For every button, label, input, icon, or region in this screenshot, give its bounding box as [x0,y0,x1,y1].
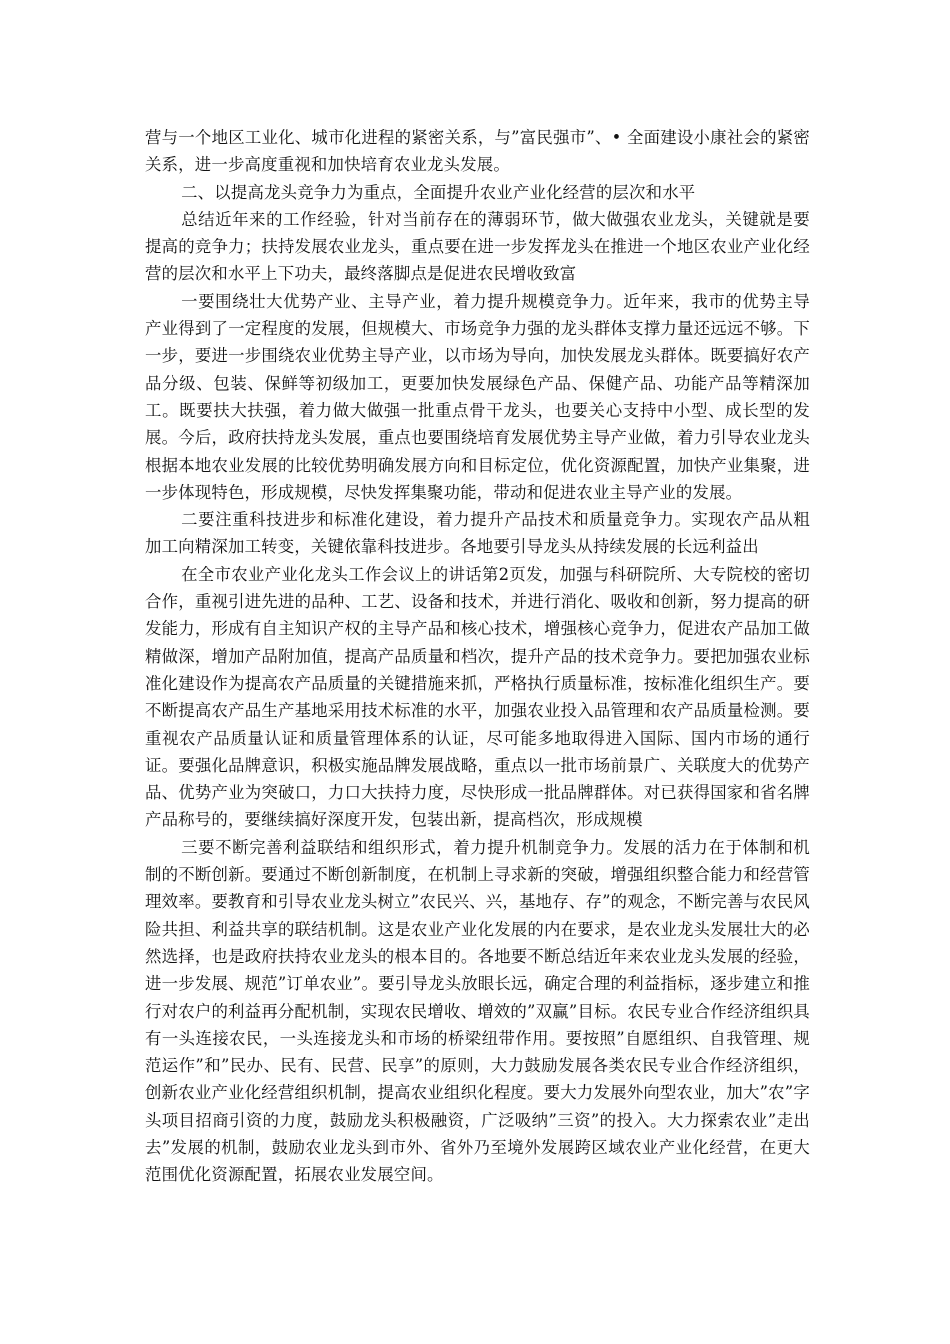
paragraph: 三要不断完善利益联结和组织形式，着力提升机制竞争力。发展的活力在于体制和机制的不断创新。要通过不断创新制度，在机制上寻求新的突破，增强组织整合能力和经营管理效率。要教育和引导农业龙头树立”农民兴、兴，基地存、存”的观念，不断完善与农民风险共担、利益共享的联结机制。这是农业产业化发展的内在要求，是农业龙头发展壮大的必然选择，也是政府扶持农业龙头的根本目的。各地要不断总结近年来农业龙头发展的经验，进一步发展、规范”订单农业”。要引导龙头放眼长远，确定合理的利益指标，逐步建立和推行对农户的利益再分配机制，实现农民增收、增效的”双赢”目标。农民专业合作经济组织具有一头连接农民，一头连接龙头和市场的桥梁纽带作用。要按照”自愿组织、自我管理、规范运作”和”民办、民有、民营、民享”的原则，大力鼓励发展各类农民专业合作经济组织，创新农业产业化经营组织机制，提高农业组织化程度。要大力发展外向型农业，加大”农”字头项目招商引资的力度，鼓励龙头积极融资，广泛吸纳”三资”的投入。大力探索农业”走出去”发展的机制，鼓励农业龙头到市外、省外乃至境外发展跨区域农业产业化经营，在更大范围优化资源配置，拓展农业发展空间。 [145,837,810,1185]
paragraph: 总结近年来的工作经验，针对当前存在的薄弱环节，做大做强农业龙头，关键就是要提高的竞争力；扶持发展农业龙头，重点要在进一步发挥龙头在推进一个地区农业产业化经营的层次和水平上下功夫，最终落脚点是促进农民增收致富 [145,209,810,284]
paragraph: 一要围绕壮大优势产业、主导产业，着力提升规模竞争力。近年来，我市的优势主导产业得到了一定程度的发展，但规模大、市场竞争力强的龙头群体支撑力量还远远不够。下一步，要进一步围绕农业优势主导产业，以市场为导向，加快发展龙头群体。既要搞好农产品分级、包装、保鲜等初级加工，更要加快发展绿色产品、保健产品、功能产品等精深加工。既要扶大扶强，着力做大做强一批重点骨干龙头，也要关心支持中小型、成长型的发展。今后，政府扶持龙头发展，重点也要围绕培育发展优势主导产业做，着力引导农业龙头根据本地农业发展的比较优势明确发展方向和目标定位，优化资源配置，加快产业集聚，进一步体现特色，形成规模，尽快发挥集聚功能，带动和促进农业主导产业的发展。 [145,291,810,502]
document-page [145,124,810,1189]
paragraph: 二要注重科技进步和标准化建设，着力提升产品技术和质量竞争力。实现农产品从粗加工向精深加工转变，关键依靠科技进步。各地要引导龙头从持续发展的长远利益出 [145,510,810,557]
section-heading: 二、以提高龙头竞争力为重点，全面提升农业产业化经营的层次和水平 [181,182,696,202]
paragraph: 在全市农业产业化龙头工作会议上的讲话第2页发，加强与科研院所、大专院校的密切合作，重视引进先进的品种、工艺、设备和技术，并进行消化、吸收和创新，努力提高的研发能力，形成有自主知识产权的主导产品和核心技术，增强核心竞争力，促进农产品加工做精做深，增加产品附加值，提高产品质量和档次，提升产品的技术竞争力。要把加强农业标准化建设作为提高农产品质量的关键措施来抓，严格执行质量标准，按标准化组织生产。要不断提高农产品生产基地采用技术标准的水平，加强农业投入品管理和农产品质量检测。要重视农产品质量认证和质量管理体系的认证，尽可能多地取得进入国际、国内市场的通行证。要强化品牌意识，积极实施品牌发展战略，重点以一批市场前景广、关联度大的优势产品、优势产业为突破口，力口大扶持力度，尽快形成一批品牌群体。对已获得国家和省名牌产品称号的，要继续搞好深度开发，包装出新，提高档次，形成规模 [145,564,810,830]
paragraph-continued: 营与一个地区工业化、城市化进程的紧密关系，与”富民强市”、• 全面建设小康社会的紧密关系，进一步高度重视和加快培育农业龙头发展。 [145,128,810,175]
